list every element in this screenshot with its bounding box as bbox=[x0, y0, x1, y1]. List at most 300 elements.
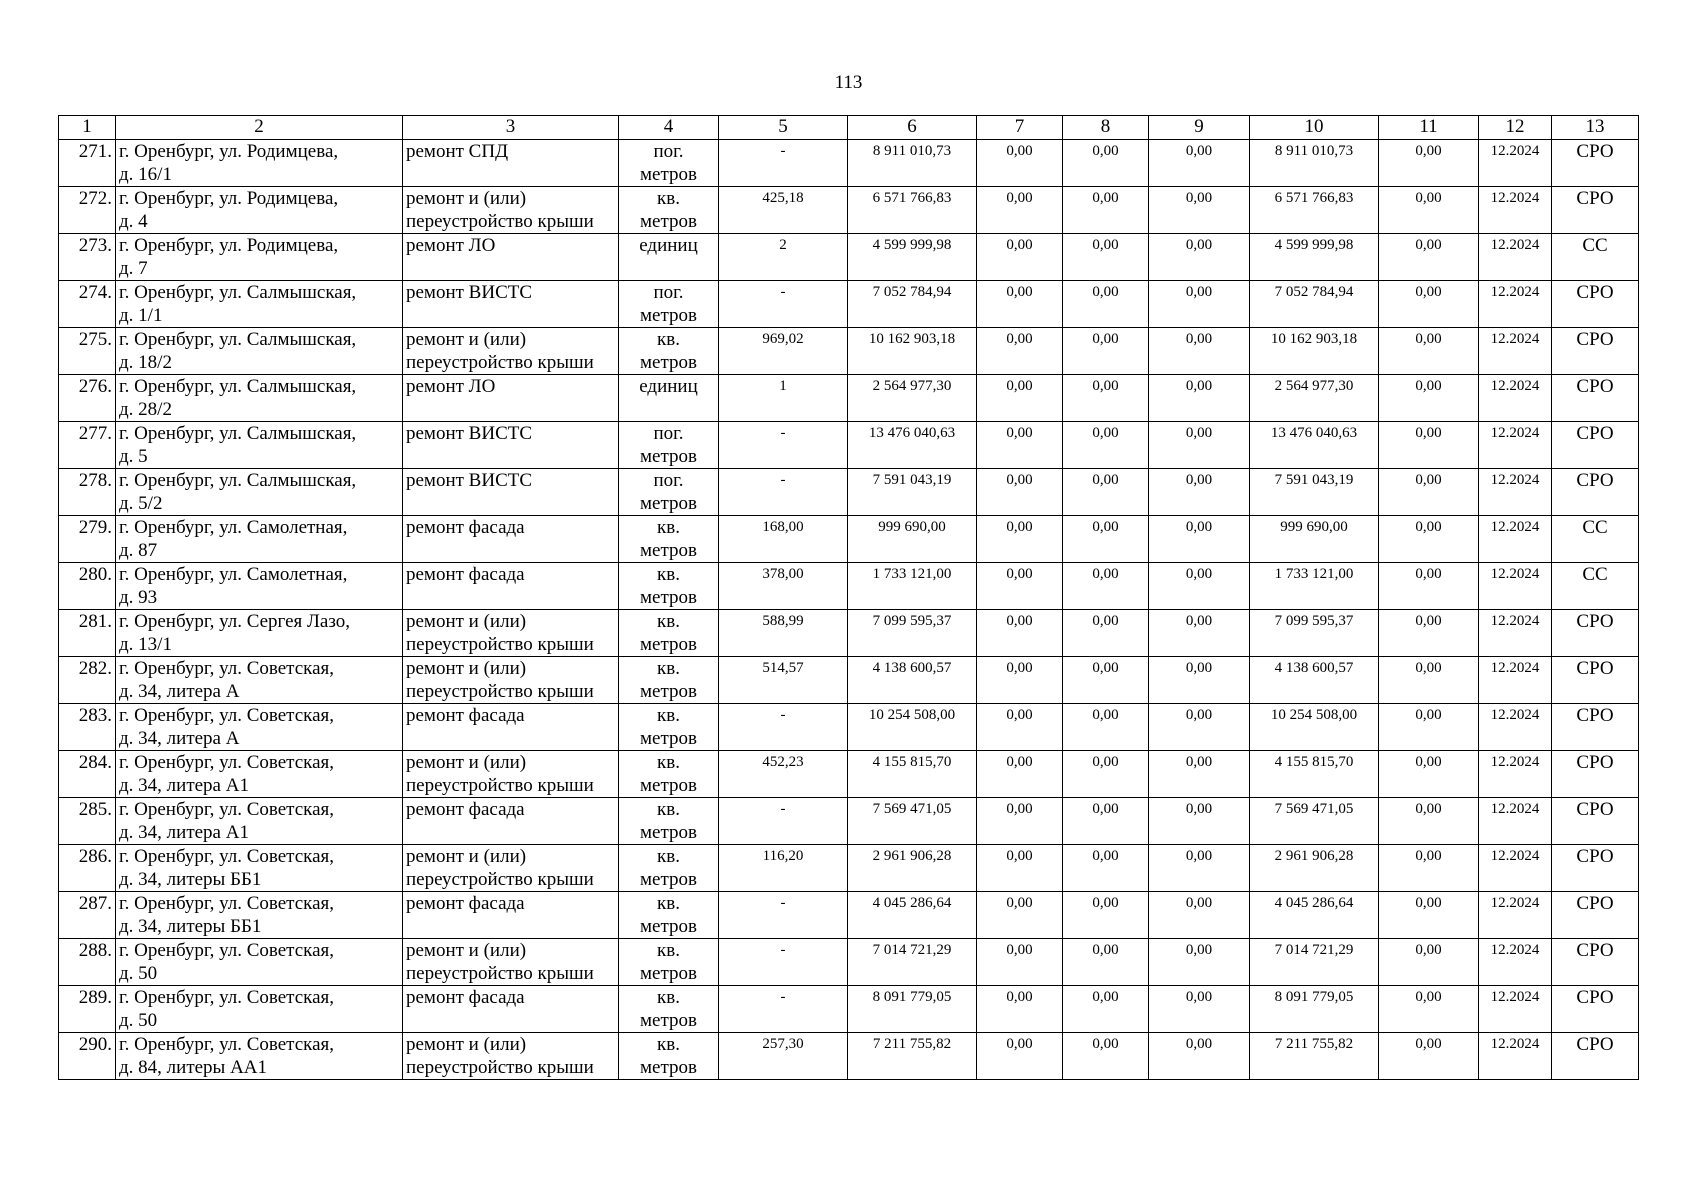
fund-type-cell: СРО bbox=[1552, 375, 1639, 422]
fund-type-cell: СРО bbox=[1552, 751, 1639, 798]
completion-date-cell: 12.2024 bbox=[1479, 422, 1552, 469]
table-row bbox=[59, 798, 1639, 845]
column-10-cell: 4 045 286,64 bbox=[1250, 892, 1379, 939]
work-type-cell bbox=[403, 939, 619, 986]
unit-cell-line: пог. bbox=[653, 141, 684, 162]
column-10-cell: 10 162 903,18 bbox=[1250, 328, 1379, 375]
total-cost-cell: 2 564 977,30 bbox=[848, 375, 977, 422]
work-type-cell bbox=[403, 751, 619, 798]
unit-cell-line: метров bbox=[640, 822, 697, 843]
column-8-cell: 0,00 bbox=[1063, 939, 1149, 986]
completion-date-cell: 12.2024 bbox=[1479, 187, 1552, 234]
unit-cell-line: кв. bbox=[657, 752, 680, 773]
column-header-5: 5 bbox=[719, 116, 848, 140]
column-7-cell: 0,00 bbox=[977, 798, 1063, 845]
work-type-cell-line: ремонт ВИСТС bbox=[406, 470, 533, 491]
row-number: 287. bbox=[59, 892, 116, 939]
table-row bbox=[59, 563, 1639, 610]
column-10-cell: 7 052 784,94 bbox=[1250, 281, 1379, 328]
work-type-cell-line: ремонт СПД bbox=[406, 141, 509, 162]
column-7-cell: 0,00 bbox=[977, 469, 1063, 516]
unit-cell-line: кв. bbox=[657, 940, 680, 961]
column-8-cell: 0,00 bbox=[1063, 187, 1149, 234]
unit-cell bbox=[619, 281, 719, 328]
column-7-cell: 0,00 bbox=[977, 140, 1063, 187]
column-10-cell: 7 569 471,05 bbox=[1250, 798, 1379, 845]
column-11-cell: 0,00 bbox=[1379, 939, 1479, 986]
address-cell-line: д. 50 bbox=[119, 1010, 158, 1031]
column-7-cell: 0,00 bbox=[977, 610, 1063, 657]
work-type-cell bbox=[403, 610, 619, 657]
work-type-cell-line: ремонт и (или) bbox=[406, 188, 527, 209]
table-row bbox=[59, 516, 1639, 563]
work-type-cell-line: ремонт ЛО bbox=[406, 235, 496, 256]
quantity-cell: 588,99 bbox=[719, 610, 848, 657]
column-9-cell: 0,00 bbox=[1149, 516, 1250, 563]
unit-cell-line: пог. bbox=[653, 423, 684, 444]
address-cell-line: д. 87 bbox=[119, 540, 158, 561]
column-10-cell: 7 014 721,29 bbox=[1250, 939, 1379, 986]
completion-date-cell: 12.2024 bbox=[1479, 751, 1552, 798]
address-cell-line: г. Оренбург, ул. Советская, bbox=[119, 705, 335, 726]
unit-cell-line: метров bbox=[640, 775, 697, 796]
column-header-8: 8 bbox=[1063, 116, 1149, 140]
column-8-cell: 0,00 bbox=[1063, 610, 1149, 657]
address-cell bbox=[116, 469, 403, 516]
column-10-cell: 7 591 043,19 bbox=[1250, 469, 1379, 516]
column-11-cell: 0,00 bbox=[1379, 845, 1479, 892]
address-cell-line: д. 34, литера А1 bbox=[119, 822, 249, 843]
row-number: 279. bbox=[59, 516, 116, 563]
unit-cell bbox=[619, 704, 719, 751]
fund-type-cell: СС bbox=[1552, 516, 1639, 563]
address-cell bbox=[116, 422, 403, 469]
completion-date-cell: 12.2024 bbox=[1479, 986, 1552, 1033]
unit-cell bbox=[619, 986, 719, 1033]
work-type-cell-line: ремонт фасада bbox=[406, 987, 525, 1008]
column-9-cell: 0,00 bbox=[1149, 234, 1250, 281]
work-type-cell-line: ремонт и (или) bbox=[406, 1034, 527, 1055]
column-9-cell: 0,00 bbox=[1149, 845, 1250, 892]
column-number-row bbox=[59, 116, 1639, 140]
row-number: 289. bbox=[59, 986, 116, 1033]
row-number: 273. bbox=[59, 234, 116, 281]
unit-cell bbox=[619, 939, 719, 986]
address-cell bbox=[116, 610, 403, 657]
work-type-cell bbox=[403, 422, 619, 469]
table-row bbox=[59, 187, 1639, 234]
row-number: 288. bbox=[59, 939, 116, 986]
column-7-cell: 0,00 bbox=[977, 281, 1063, 328]
address-cell-line: г. Оренбург, ул. Родимцева, bbox=[119, 188, 339, 209]
completion-date-cell: 12.2024 bbox=[1479, 892, 1552, 939]
work-type-cell bbox=[403, 469, 619, 516]
table-row bbox=[59, 751, 1639, 798]
work-type-cell bbox=[403, 281, 619, 328]
work-type-cell-line: переустройство крыши bbox=[406, 775, 594, 796]
column-10-cell: 2 961 906,28 bbox=[1250, 845, 1379, 892]
table-row bbox=[59, 375, 1639, 422]
quantity-cell: 116,20 bbox=[719, 845, 848, 892]
unit-cell bbox=[619, 1033, 719, 1080]
quantity-cell: 452,23 bbox=[719, 751, 848, 798]
completion-date-cell: 12.2024 bbox=[1479, 1033, 1552, 1080]
table-row bbox=[59, 986, 1639, 1033]
row-number: 275. bbox=[59, 328, 116, 375]
unit-cell-line: единиц bbox=[639, 235, 698, 256]
column-11-cell: 0,00 bbox=[1379, 516, 1479, 563]
total-cost-cell: 10 254 508,00 bbox=[848, 704, 977, 751]
work-type-cell-line: переустройство крыши bbox=[406, 681, 594, 702]
quantity-cell: - bbox=[719, 422, 848, 469]
column-9-cell: 0,00 bbox=[1149, 422, 1250, 469]
unit-cell bbox=[619, 845, 719, 892]
column-7-cell: 0,00 bbox=[977, 328, 1063, 375]
unit-cell bbox=[619, 140, 719, 187]
table-row bbox=[59, 1033, 1639, 1080]
address-cell-line: г. Оренбург, ул. Советская, bbox=[119, 940, 335, 961]
column-7-cell: 0,00 bbox=[977, 563, 1063, 610]
address-cell-line: д. 93 bbox=[119, 587, 158, 608]
work-type-cell-line: ремонт и (или) bbox=[406, 611, 527, 632]
completion-date-cell: 12.2024 bbox=[1479, 845, 1552, 892]
work-type-cell-line: переустройство крыши bbox=[406, 352, 594, 373]
table-row bbox=[59, 140, 1639, 187]
column-10-cell: 7 099 595,37 bbox=[1250, 610, 1379, 657]
row-number: 272. bbox=[59, 187, 116, 234]
fund-type-cell: СРО bbox=[1552, 281, 1639, 328]
address-cell-line: д. 5/2 bbox=[119, 493, 163, 514]
column-10-cell: 4 155 815,70 bbox=[1250, 751, 1379, 798]
work-type-cell-line: ремонт и (или) bbox=[406, 940, 527, 961]
address-cell bbox=[116, 939, 403, 986]
address-cell-line: г. Оренбург, ул. Советская, bbox=[119, 1034, 335, 1055]
column-11-cell: 0,00 bbox=[1379, 469, 1479, 516]
address-cell-line: д. 18/2 bbox=[119, 352, 172, 373]
work-type-cell-line: ремонт ВИСТС bbox=[406, 282, 533, 303]
work-type-cell-line: ремонт ЛО bbox=[406, 376, 496, 397]
unit-cell-line: метров bbox=[640, 540, 697, 561]
quantity-cell: 257,30 bbox=[719, 1033, 848, 1080]
column-header-7: 7 bbox=[977, 116, 1063, 140]
quantity-cell: 1 bbox=[719, 375, 848, 422]
fund-type-cell: СРО bbox=[1552, 422, 1639, 469]
address-cell-line: д. 50 bbox=[119, 963, 158, 984]
unit-cell-line: метров bbox=[640, 963, 697, 984]
unit-cell-line: метров bbox=[640, 681, 697, 702]
quantity-cell: - bbox=[719, 469, 848, 516]
completion-date-cell: 12.2024 bbox=[1479, 704, 1552, 751]
column-header-10: 10 bbox=[1250, 116, 1379, 140]
address-cell-line: г. Оренбург, ул. Салмышская, bbox=[119, 423, 357, 444]
completion-date-cell: 12.2024 bbox=[1479, 657, 1552, 704]
table-row bbox=[59, 845, 1639, 892]
unit-cell-line: метров bbox=[640, 634, 697, 655]
unit-cell bbox=[619, 187, 719, 234]
row-number: 283. bbox=[59, 704, 116, 751]
column-11-cell: 0,00 bbox=[1379, 751, 1479, 798]
unit-cell-line: метров bbox=[640, 916, 697, 937]
address-cell-line: д. 34, литеры ББ1 bbox=[119, 869, 262, 890]
column-11-cell: 0,00 bbox=[1379, 328, 1479, 375]
quantity-cell: 969,02 bbox=[719, 328, 848, 375]
register-body bbox=[59, 140, 1639, 1080]
column-header-3: 3 bbox=[403, 116, 619, 140]
row-number: 281. bbox=[59, 610, 116, 657]
column-8-cell: 0,00 bbox=[1063, 798, 1149, 845]
fund-type-cell: СРО bbox=[1552, 187, 1639, 234]
work-type-cell-line: переустройство крыши bbox=[406, 634, 594, 655]
column-header-4: 4 bbox=[619, 116, 719, 140]
total-cost-cell: 7 052 784,94 bbox=[848, 281, 977, 328]
table-row bbox=[59, 610, 1639, 657]
column-8-cell: 0,00 bbox=[1063, 845, 1149, 892]
unit-cell bbox=[619, 234, 719, 281]
address-cell-line: д. 13/1 bbox=[119, 634, 172, 655]
column-9-cell: 0,00 bbox=[1149, 1033, 1250, 1080]
column-9-cell: 0,00 bbox=[1149, 281, 1250, 328]
total-cost-cell: 2 961 906,28 bbox=[848, 845, 977, 892]
unit-cell bbox=[619, 892, 719, 939]
address-cell-line: д. 1/1 bbox=[119, 305, 163, 326]
work-type-cell bbox=[403, 845, 619, 892]
column-8-cell: 0,00 bbox=[1063, 704, 1149, 751]
completion-date-cell: 12.2024 bbox=[1479, 939, 1552, 986]
table-row bbox=[59, 328, 1639, 375]
column-header-13: 13 bbox=[1552, 116, 1639, 140]
column-7-cell: 0,00 bbox=[977, 516, 1063, 563]
work-type-cell bbox=[403, 657, 619, 704]
column-8-cell: 0,00 bbox=[1063, 892, 1149, 939]
address-cell bbox=[116, 845, 403, 892]
unit-cell-line: кв. bbox=[657, 1034, 680, 1055]
fund-type-cell: СРО bbox=[1552, 657, 1639, 704]
column-9-cell: 0,00 bbox=[1149, 328, 1250, 375]
work-type-cell-line: переустройство крыши bbox=[406, 869, 594, 890]
quantity-cell: - bbox=[719, 281, 848, 328]
column-11-cell: 0,00 bbox=[1379, 610, 1479, 657]
work-type-cell bbox=[403, 563, 619, 610]
table-row bbox=[59, 939, 1639, 986]
column-9-cell: 0,00 bbox=[1149, 187, 1250, 234]
column-11-cell: 0,00 bbox=[1379, 234, 1479, 281]
unit-cell-line: кв. bbox=[657, 799, 680, 820]
column-7-cell: 0,00 bbox=[977, 234, 1063, 281]
address-cell-line: д. 7 bbox=[119, 258, 148, 279]
column-8-cell: 0,00 bbox=[1063, 516, 1149, 563]
table-row bbox=[59, 657, 1639, 704]
column-7-cell: 0,00 bbox=[977, 422, 1063, 469]
column-11-cell: 0,00 bbox=[1379, 657, 1479, 704]
column-11-cell: 0,00 bbox=[1379, 422, 1479, 469]
work-type-cell bbox=[403, 234, 619, 281]
address-cell-line: г. Оренбург, ул. Салмышская, bbox=[119, 376, 357, 397]
total-cost-cell: 4 599 999,98 bbox=[848, 234, 977, 281]
unit-cell bbox=[619, 516, 719, 563]
column-10-cell: 10 254 508,00 bbox=[1250, 704, 1379, 751]
work-type-cell-line: переустройство крыши bbox=[406, 1057, 594, 1078]
column-8-cell: 0,00 bbox=[1063, 751, 1149, 798]
unit-cell-line: метров bbox=[640, 1010, 697, 1031]
work-type-cell-line: ремонт фасада bbox=[406, 517, 525, 538]
column-9-cell: 0,00 bbox=[1149, 939, 1250, 986]
work-type-cell-line: переустройство крыши bbox=[406, 211, 594, 232]
fund-type-cell: СРО bbox=[1552, 704, 1639, 751]
address-cell-line: г. Оренбург, ул. Советская, bbox=[119, 799, 335, 820]
address-cell bbox=[116, 704, 403, 751]
completion-date-cell: 12.2024 bbox=[1479, 375, 1552, 422]
column-7-cell: 0,00 bbox=[977, 375, 1063, 422]
column-7-cell: 0,00 bbox=[977, 845, 1063, 892]
total-cost-cell: 8 911 010,73 bbox=[848, 140, 977, 187]
work-type-cell bbox=[403, 328, 619, 375]
row-number: 271. bbox=[59, 140, 116, 187]
column-9-cell: 0,00 bbox=[1149, 375, 1250, 422]
unit-cell-line: единиц bbox=[639, 376, 698, 397]
unit-cell-line: метров bbox=[640, 164, 697, 185]
address-cell bbox=[116, 187, 403, 234]
table-row bbox=[59, 892, 1639, 939]
column-9-cell: 0,00 bbox=[1149, 563, 1250, 610]
column-8-cell: 0,00 bbox=[1063, 234, 1149, 281]
address-cell-line: д. 5 bbox=[119, 446, 148, 467]
quantity-cell: - bbox=[719, 939, 848, 986]
work-type-cell bbox=[403, 892, 619, 939]
fund-type-cell: СРО bbox=[1552, 845, 1639, 892]
fund-type-cell: СС bbox=[1552, 234, 1639, 281]
table-row bbox=[59, 281, 1639, 328]
column-10-cell: 2 564 977,30 bbox=[1250, 375, 1379, 422]
unit-cell bbox=[619, 375, 719, 422]
column-9-cell: 0,00 bbox=[1149, 798, 1250, 845]
column-11-cell: 0,00 bbox=[1379, 140, 1479, 187]
unit-cell-line: кв. bbox=[657, 846, 680, 867]
unit-cell bbox=[619, 563, 719, 610]
column-9-cell: 0,00 bbox=[1149, 610, 1250, 657]
column-9-cell: 0,00 bbox=[1149, 657, 1250, 704]
total-cost-cell: 7 099 595,37 bbox=[848, 610, 977, 657]
completion-date-cell: 12.2024 bbox=[1479, 469, 1552, 516]
total-cost-cell: 7 014 721,29 bbox=[848, 939, 977, 986]
work-type-cell bbox=[403, 140, 619, 187]
work-type-cell-line: ремонт фасада bbox=[406, 564, 525, 585]
column-11-cell: 0,00 bbox=[1379, 187, 1479, 234]
table-row bbox=[59, 422, 1639, 469]
fund-type-cell: СРО bbox=[1552, 328, 1639, 375]
total-cost-cell: 7 569 471,05 bbox=[848, 798, 977, 845]
unit-cell-line: метров bbox=[640, 305, 697, 326]
quantity-cell: 2 bbox=[719, 234, 848, 281]
address-cell bbox=[116, 328, 403, 375]
column-header-2: 2 bbox=[116, 116, 403, 140]
fund-type-cell: СРО bbox=[1552, 798, 1639, 845]
column-8-cell: 0,00 bbox=[1063, 657, 1149, 704]
work-type-cell-line: ремонт и (или) bbox=[406, 752, 527, 773]
address-cell-line: г. Оренбург, ул. Советская, bbox=[119, 987, 335, 1008]
total-cost-cell: 7 211 755,82 bbox=[848, 1033, 977, 1080]
total-cost-cell: 1 733 121,00 bbox=[848, 563, 977, 610]
address-cell-line: г. Оренбург, ул. Салмышская, bbox=[119, 329, 357, 350]
row-number: 284. bbox=[59, 751, 116, 798]
row-number: 286. bbox=[59, 845, 116, 892]
address-cell-line: г. Оренбург, ул. Советская, bbox=[119, 658, 335, 679]
address-cell-line: д. 16/1 bbox=[119, 164, 172, 185]
work-type-cell-line: ремонт фасада bbox=[406, 799, 525, 820]
column-11-cell: 0,00 bbox=[1379, 1033, 1479, 1080]
work-type-cell bbox=[403, 798, 619, 845]
completion-date-cell: 12.2024 bbox=[1479, 798, 1552, 845]
address-cell-line: д. 28/2 bbox=[119, 399, 172, 420]
unit-cell-line: кв. bbox=[657, 658, 680, 679]
unit-cell bbox=[619, 469, 719, 516]
quantity-cell: 425,18 bbox=[719, 187, 848, 234]
column-9-cell: 0,00 bbox=[1149, 892, 1250, 939]
address-cell-line: г. Оренбург, ул. Советская, bbox=[119, 752, 335, 773]
column-7-cell: 0,00 bbox=[977, 892, 1063, 939]
address-cell bbox=[116, 657, 403, 704]
fund-type-cell: СРО bbox=[1552, 140, 1639, 187]
work-type-cell-line: ремонт ВИСТС bbox=[406, 423, 533, 444]
address-cell-line: г. Оренбург, ул. Сергея Лазо, bbox=[119, 611, 350, 632]
column-11-cell: 0,00 bbox=[1379, 281, 1479, 328]
table-row bbox=[59, 234, 1639, 281]
column-10-cell: 4 138 600,57 bbox=[1250, 657, 1379, 704]
table-row bbox=[59, 704, 1639, 751]
address-cell-line: д. 34, литера А bbox=[119, 681, 240, 702]
address-cell-line: г. Оренбург, ул. Родимцева, bbox=[119, 235, 339, 256]
column-11-cell: 0,00 bbox=[1379, 892, 1479, 939]
address-cell-line: д. 34, литеры ББ1 bbox=[119, 916, 262, 937]
column-7-cell: 0,00 bbox=[977, 986, 1063, 1033]
column-8-cell: 0,00 bbox=[1063, 281, 1149, 328]
unit-cell-line: кв. bbox=[657, 517, 680, 538]
unit-cell-line: кв. bbox=[657, 705, 680, 726]
column-7-cell: 0,00 bbox=[977, 657, 1063, 704]
completion-date-cell: 12.2024 bbox=[1479, 610, 1552, 657]
unit-cell-line: кв. bbox=[657, 987, 680, 1008]
fund-type-cell: СРО bbox=[1552, 892, 1639, 939]
column-header-12: 12 bbox=[1479, 116, 1552, 140]
address-cell bbox=[116, 798, 403, 845]
repair-register-table bbox=[58, 115, 1639, 1080]
work-type-cell-line: ремонт и (или) bbox=[406, 846, 527, 867]
work-type-cell bbox=[403, 986, 619, 1033]
fund-type-cell: СРО bbox=[1552, 939, 1639, 986]
address-cell-line: г. Оренбург, ул. Советская, bbox=[119, 846, 335, 867]
work-type-cell-line: переустройство крыши bbox=[406, 963, 594, 984]
address-cell bbox=[116, 751, 403, 798]
column-8-cell: 0,00 bbox=[1063, 328, 1149, 375]
address-cell-line: г. Оренбург, ул. Родимцева, bbox=[119, 141, 339, 162]
unit-cell bbox=[619, 422, 719, 469]
address-cell bbox=[116, 563, 403, 610]
quantity-cell: - bbox=[719, 704, 848, 751]
column-10-cell: 8 091 779,05 bbox=[1250, 986, 1379, 1033]
unit-cell bbox=[619, 751, 719, 798]
column-9-cell: 0,00 bbox=[1149, 986, 1250, 1033]
address-cell-line: д. 34, литера А1 bbox=[119, 775, 249, 796]
unit-cell-line: кв. bbox=[657, 611, 680, 632]
row-number: 285. bbox=[59, 798, 116, 845]
total-cost-cell: 4 138 600,57 bbox=[848, 657, 977, 704]
table-row bbox=[59, 469, 1639, 516]
column-11-cell: 0,00 bbox=[1379, 798, 1479, 845]
unit-cell-line: пог. bbox=[653, 282, 684, 303]
address-cell bbox=[116, 234, 403, 281]
row-number: 282. bbox=[59, 657, 116, 704]
column-11-cell: 0,00 bbox=[1379, 563, 1479, 610]
quantity-cell: - bbox=[719, 798, 848, 845]
